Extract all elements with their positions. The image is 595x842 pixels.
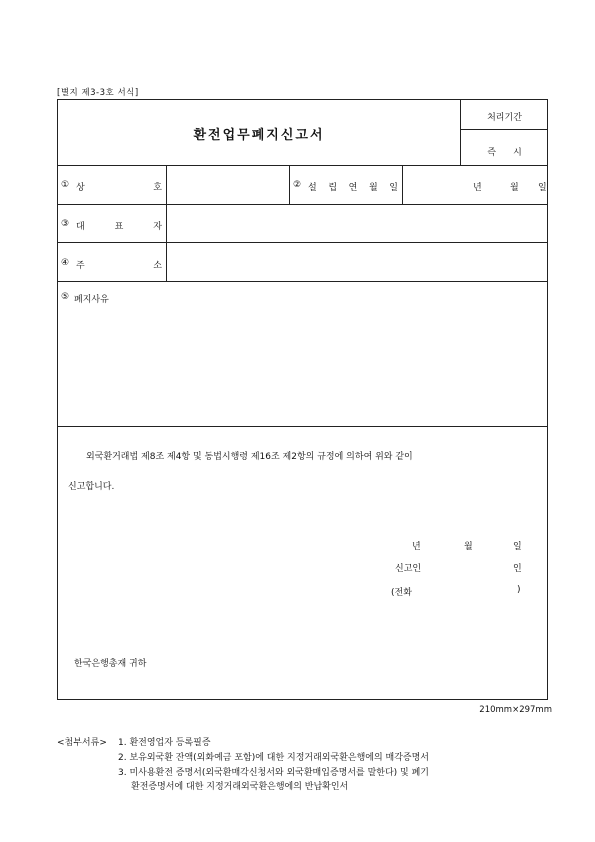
attachments-header: <첨부서류> xyxy=(57,738,107,748)
attachment-item-continuation: 환전증명서에 대한 지정거래외국환은행에의 반납확인서 xyxy=(131,782,349,792)
trade-name-label: 상 호 xyxy=(76,183,162,193)
established-date-input[interactable] xyxy=(403,166,549,204)
declaration-line-2: 신고합니다. xyxy=(68,482,115,492)
month-unit: 월 xyxy=(510,183,519,193)
form-table xyxy=(57,99,548,700)
reason-label: 폐지사유 xyxy=(74,295,109,305)
day-unit: 일 xyxy=(538,183,547,193)
sign-year-unit: 년 xyxy=(412,542,421,552)
sign-month-unit: 월 xyxy=(464,542,473,552)
divider xyxy=(58,426,547,427)
addressee: 한국은행총재 귀하 xyxy=(74,659,147,669)
processing-period-header: 처리기간 xyxy=(487,113,522,123)
page-title: 환전업무폐지신고서 xyxy=(193,128,325,143)
address-label: 주 소 xyxy=(76,261,162,271)
divider xyxy=(460,129,547,130)
attachment-item: 1. 환전영업자 등록필증 xyxy=(118,738,211,748)
field-number: ① xyxy=(61,180,70,190)
attachment-item: 2. 보유외국환 잔액(외화예금 포함)에 대한 지정거래외국환은행에의 매각증명서 xyxy=(118,753,429,763)
field-number: ④ xyxy=(61,258,70,268)
field-number: ⑤ xyxy=(61,292,70,302)
declarant-label: 신고인 xyxy=(395,564,422,574)
seal-mark: 인 xyxy=(513,564,522,574)
divider xyxy=(289,165,290,204)
sign-day-unit: 일 xyxy=(513,542,522,552)
established-date-label: 설 립 연 월 일 xyxy=(308,183,398,193)
representative-label: 대 표 자 xyxy=(76,222,162,232)
field-number: ② xyxy=(293,180,302,190)
year-unit: 년 xyxy=(473,183,482,193)
phone-label: (전화 xyxy=(391,588,412,598)
reason-textarea[interactable] xyxy=(59,305,548,425)
divider xyxy=(58,281,547,282)
representative-input[interactable] xyxy=(167,205,549,242)
form-number-label: [별지 제3-3호 서식] xyxy=(57,88,139,98)
attachment-item: 3. 미사용환전 증명서(외국환매각신청서와 외국환매입증명서를 말한다) 및 폐기 xyxy=(118,768,429,778)
processing-period-value: 즉 시 xyxy=(487,148,522,158)
address-input[interactable] xyxy=(167,243,549,281)
declaration-line-1: 외국환거래법 제8조 제4항 및 동법시행령 제16조 제2항의 규정에 의하여 위와 같이 xyxy=(86,452,413,462)
paper-size-note: 210mm×297mm xyxy=(479,705,552,715)
field-number: ③ xyxy=(61,219,70,229)
phone-close: ) xyxy=(517,585,521,595)
trade-name-input[interactable] xyxy=(167,166,289,204)
